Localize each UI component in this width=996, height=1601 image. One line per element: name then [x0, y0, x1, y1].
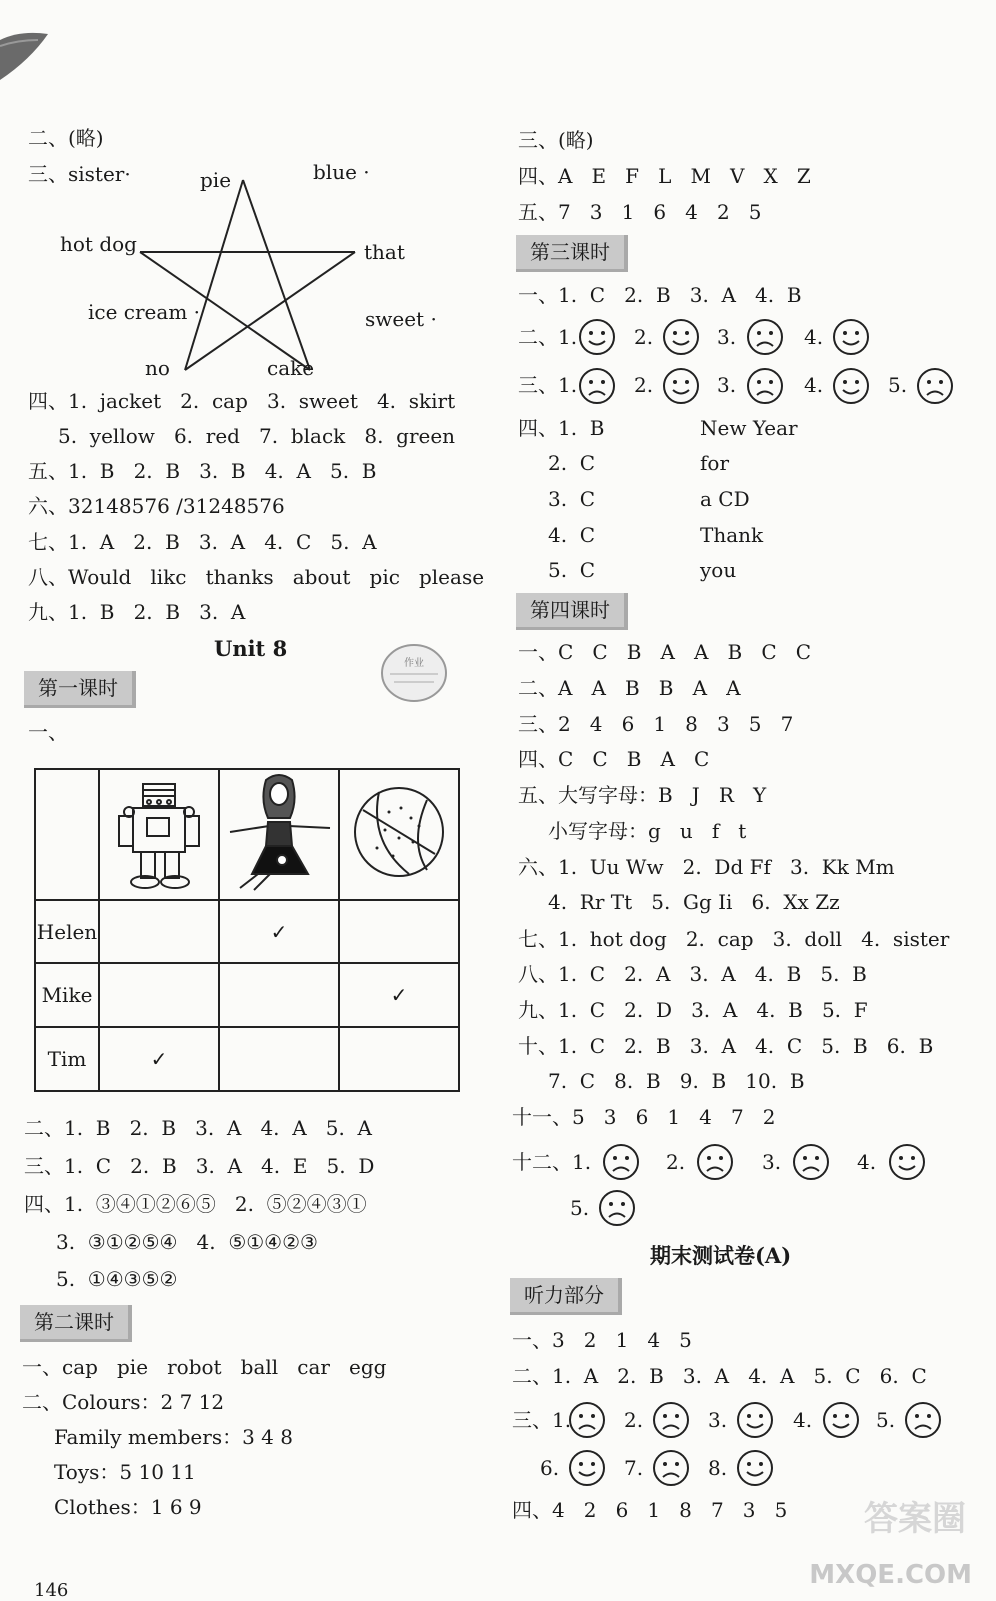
answer-line: 7. C 8. B 9. B 10. B — [548, 1069, 805, 1093]
sad-face-icon — [578, 367, 616, 409]
answer-line: 2. C — [548, 451, 596, 475]
answer-line: 九、1. C 2. D 3. A 4. B 5. F — [518, 998, 868, 1022]
answer-word: New Year — [700, 416, 798, 440]
robot-picture-cell — [99, 769, 219, 900]
star-word-blue: blue · — [313, 160, 370, 184]
smiley-face-icon — [662, 318, 700, 360]
homework-stamp — [378, 640, 450, 706]
sad-face-icon — [652, 1449, 690, 1491]
answer-line: 十一、5 3 6 1 4 7 2 — [512, 1105, 776, 1129]
number-label: 6. — [540, 1456, 560, 1480]
number-label: 4. — [804, 373, 824, 397]
answer-line: 九、1. B 2. B 3. A — [28, 600, 246, 624]
answer-line: 一、1. C 2. B 3. A 4. B — [518, 283, 802, 307]
answer-line: 3. ③①②⑤④ 4. ⑤①④②③ — [56, 1230, 318, 1254]
section-header: 第四课时 — [516, 593, 628, 630]
number-label: 8. — [708, 1456, 728, 1480]
number-label: 5. — [570, 1196, 590, 1220]
sad-face-icon — [792, 1143, 830, 1185]
watermark-text: MXQE.COM — [809, 1560, 972, 1590]
star-matching-diagram — [0, 0, 480, 400]
answer-line: 5. ①④③⑤② — [56, 1267, 178, 1291]
sad-face-icon — [746, 367, 784, 409]
smiley-face-icon — [578, 318, 616, 360]
number-label: 2. — [634, 373, 654, 397]
answer-line: 三、2 4 6 1 8 3 5 7 — [518, 712, 794, 736]
table-corner-cell — [35, 769, 99, 900]
answer-line: 十二、1. — [512, 1150, 592, 1174]
answer-line: 5. yellow 6. red 7. black 8. green — [58, 424, 456, 448]
section-header: 第一课时 — [24, 671, 136, 708]
stamp-text: 作业 — [404, 658, 424, 669]
sad-face-icon — [746, 318, 784, 360]
answer-word: Thank — [700, 523, 764, 547]
number-label: 3. — [717, 373, 737, 397]
number-label: 5. — [888, 373, 908, 397]
answer-line: 八、Would likc thanks about pic please — [28, 565, 485, 589]
answer-line: 五、1. B 2. B 3. B 4. A 5. B — [28, 459, 377, 483]
answer-line: 二、A A B B A A — [518, 676, 741, 700]
answer-line: 三、sister· — [28, 162, 131, 186]
table-cell — [339, 900, 459, 963]
section-header: 听力部分 — [510, 1278, 622, 1315]
smiley-face-icon — [736, 1449, 774, 1491]
section-header: 第二课时 — [20, 1305, 132, 1342]
check-mark: ✓ — [219, 900, 339, 963]
sad-face-icon — [916, 367, 954, 409]
basketball-picture — [349, 782, 449, 882]
row-label-mike: Mike — [35, 963, 99, 1027]
row-label-tim: Tim — [35, 1027, 99, 1091]
section-header: 第三课时 — [516, 235, 628, 272]
sad-face-icon — [598, 1189, 636, 1231]
smiley-face-icon — [822, 1401, 860, 1443]
answer-line: 四、1. jacket 2. cap 3. sweet 4. skirt — [28, 389, 456, 413]
answer-line: 二、(略) — [28, 126, 104, 150]
check-mark: ✓ — [339, 963, 459, 1027]
answer-line: 三、(略) — [518, 128, 594, 152]
sad-face-icon — [568, 1401, 606, 1443]
answer-line: 三、1. C 2. B 3. A 4. E 5. D — [24, 1154, 375, 1178]
answer-line: 四、1. ③④①②⑥⑤ 2. ⑤②④③① — [24, 1192, 367, 1216]
answer-line: Clothes：1 6 9 — [54, 1495, 202, 1519]
table-cell — [339, 1027, 459, 1091]
number-label: 5. — [876, 1408, 896, 1432]
robot-picture — [109, 772, 209, 892]
answer-word: for — [700, 451, 730, 475]
table-cell — [99, 963, 219, 1027]
answer-line: 5. C — [548, 558, 596, 582]
answer-line: 一、C C B A A B C C — [518, 640, 811, 664]
answer-table — [34, 768, 460, 1092]
number-label: 7. — [624, 1456, 644, 1480]
answer-line: 八、1. C 2. A 3. A 4. B 5. B — [518, 962, 867, 986]
number-label: 4. — [857, 1150, 877, 1174]
watermark-logo: 答案圈 — [864, 1499, 966, 1539]
answer-line: 四、C C B A C — [518, 747, 710, 771]
answer-line: 一、3 2 1 4 5 — [512, 1328, 692, 1352]
number-label: 3. — [762, 1150, 782, 1174]
number-label: 2. — [624, 1408, 644, 1432]
answer-line: 三、1. — [512, 1408, 572, 1432]
star-word-hot-dog: hot dog — [60, 232, 137, 256]
exam-title: 期末测试卷(A) — [650, 1243, 792, 1268]
answer-line: 六、32148576 /31248576 — [28, 494, 285, 518]
answer-line: 三、1. — [518, 373, 578, 397]
answer-line: 七、1. A 2. B 3. A 4. C 5. A — [28, 530, 377, 554]
table-cell — [99, 900, 219, 963]
answer-line: 二、Colours：2 7 12 — [22, 1390, 225, 1414]
ball-picture-cell — [339, 769, 459, 900]
star-word-that: that — [364, 240, 405, 264]
page-number: 146 — [34, 1580, 69, 1601]
answer-line: 二、1. — [518, 325, 578, 349]
answer-line: 4. Rr Tt 5. Gg Ii 6. Xx Zz — [548, 890, 840, 914]
answer-line: 五、大写字母：B J R Y — [518, 783, 767, 807]
answer-line: 一、cap pie robot ball car egg — [22, 1355, 387, 1379]
number-label: 4. — [793, 1408, 813, 1432]
answer-word: you — [700, 558, 737, 582]
answer-line: 二、1. B 2. B 3. A 4. A 5. A — [24, 1116, 372, 1140]
smiley-face-icon — [832, 367, 870, 409]
smiley-face-icon — [832, 318, 870, 360]
smiley-face-icon — [662, 367, 700, 409]
number-label: 2. — [666, 1150, 686, 1174]
answer-line: 四、4 2 6 1 8 7 3 5 — [512, 1498, 788, 1522]
doll-picture — [224, 770, 334, 894]
table-cell — [219, 963, 339, 1027]
star-word-ice-cream: ice cream · — [88, 300, 200, 324]
answer-line: 六、1. Uu Ww 2. Dd Ff 3. Kk Mm — [518, 855, 895, 879]
answer-word: a CD — [700, 487, 750, 511]
answer-line: 四、1. B — [518, 416, 605, 440]
answer-line: 五、7 3 1 6 4 2 5 — [518, 200, 762, 224]
smiley-face-icon — [888, 1143, 926, 1185]
smiley-face-icon — [568, 1449, 606, 1491]
star-word-cake: cake — [267, 356, 315, 380]
sad-face-icon — [696, 1143, 734, 1185]
doll-picture-cell — [219, 769, 339, 900]
unit-title: Unit 8 — [214, 636, 288, 661]
answer-line: 4. C — [548, 523, 596, 547]
number-label: 4. — [804, 325, 824, 349]
sad-face-icon — [602, 1143, 640, 1185]
star-word-pie: pie — [200, 168, 232, 192]
answer-line: 小写字母：g u f t — [548, 819, 747, 843]
answer-line: 一、 — [28, 720, 68, 744]
star-word-sweet: sweet · — [365, 307, 437, 331]
answer-line: 十、1. C 2. B 3. A 4. C 5. B 6. B — [518, 1034, 934, 1058]
answer-line: 四、A E F L M V X Z — [518, 164, 811, 188]
sad-face-icon — [904, 1401, 942, 1443]
answer-line: 二、1. A 2. B 3. A 4. A 5. C 6. C — [512, 1364, 927, 1388]
check-mark: ✓ — [99, 1027, 219, 1091]
answer-line: Family members：3 4 8 — [54, 1425, 293, 1449]
star-word-no: no — [145, 356, 170, 380]
answer-line: 七、1. hot dog 2. cap 3. doll 4. sister — [518, 927, 950, 951]
answer-line: Toys：5 10 11 — [54, 1460, 196, 1484]
row-label-helen: Helen — [35, 900, 99, 963]
number-label: 3. — [717, 325, 737, 349]
number-label: 2. — [634, 325, 654, 349]
table-cell — [219, 1027, 339, 1091]
smiley-face-icon — [736, 1401, 774, 1443]
answer-line: 3. C — [548, 487, 596, 511]
number-label: 3. — [708, 1408, 728, 1432]
sad-face-icon — [652, 1401, 690, 1443]
